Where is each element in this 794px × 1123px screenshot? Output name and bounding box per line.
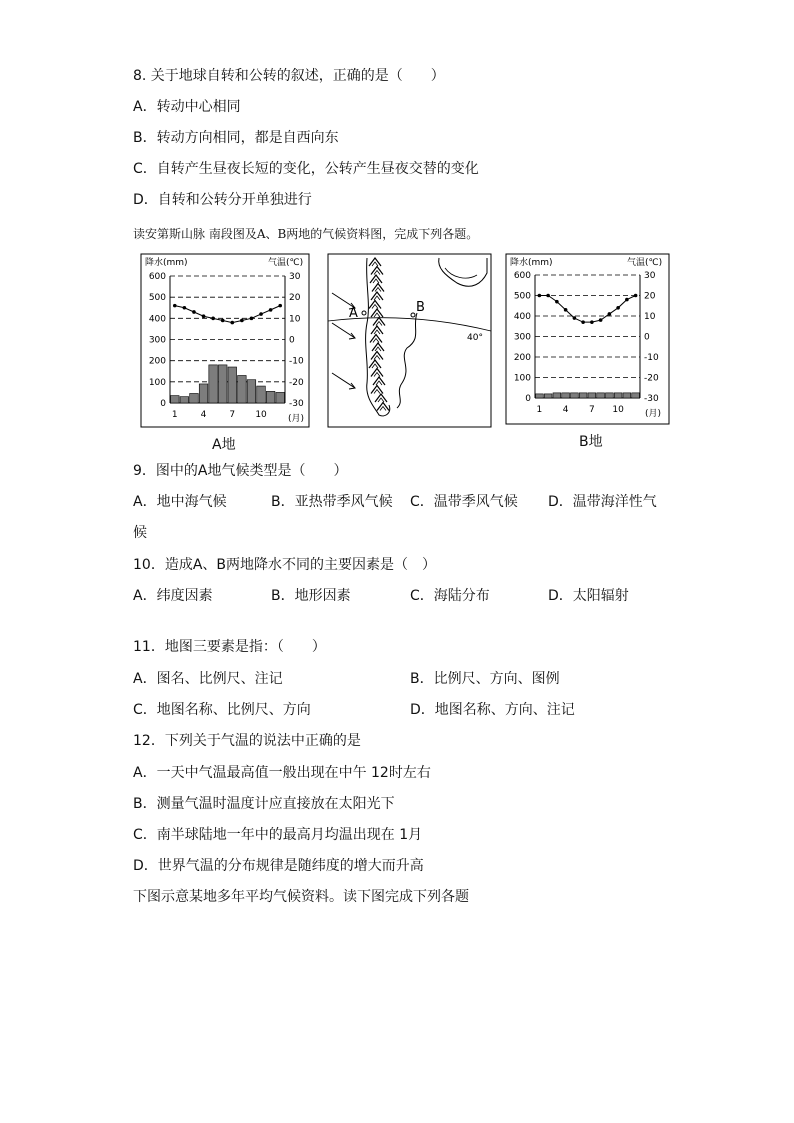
y-left-tick-label: 200 <box>148 356 166 367</box>
temp-point <box>173 304 177 308</box>
map-label-b: B <box>416 300 425 315</box>
precip-bar <box>257 386 266 403</box>
x-tick-label: 4 <box>200 410 207 420</box>
q9-option-d-wrap: 候 <box>133 525 147 541</box>
precip-bar <box>199 384 208 403</box>
y-right-tick-label: -10 <box>289 356 304 367</box>
q9-option-a: A．地中海气候 <box>133 494 227 510</box>
temp-point <box>625 298 629 302</box>
x-tick-label: 4 <box>562 405 569 415</box>
y-left-tick-label: 500 <box>148 293 166 304</box>
precip-bar <box>247 380 256 403</box>
x-tick-label: 7 <box>229 410 236 420</box>
temp-point <box>202 314 206 318</box>
y-right-tick-label: -30 <box>289 399 304 409</box>
q11-option-a: A．图名、比例尺、注记 <box>133 671 283 687</box>
precip-bar <box>614 393 622 398</box>
y-left-tick-label: 100 <box>148 377 166 388</box>
precip-bar <box>571 393 579 398</box>
q10-option-a: A．纬度因素 <box>133 588 213 604</box>
lat-label: 40° <box>467 333 483 343</box>
precip-bar <box>606 393 614 398</box>
precip-bar <box>579 393 587 398</box>
temp-point <box>538 294 542 298</box>
q11-option-b: B．比例尺、方向、图例 <box>410 671 560 687</box>
q8-option-d: D．自转和公转分开单独进行 <box>133 192 312 208</box>
y-left-tick-label: 100 <box>513 373 531 384</box>
x-tick-label: 1 <box>171 410 178 420</box>
precip-bar <box>276 392 285 403</box>
q12-option-b: B．测量气温时温度计应直接放在太阳光下 <box>133 796 395 812</box>
chart-a-ylabel-right: 气温(℃) <box>268 258 304 268</box>
precip-bar <box>190 393 199 403</box>
y-left-tick-label: 0 <box>525 394 531 404</box>
precip-bar <box>553 393 561 398</box>
precip-bar <box>171 396 180 403</box>
chart-a-caption: A地 <box>212 437 236 453</box>
andes-map <box>327 253 492 428</box>
chart-b-ylabel-right: 气温(℃) <box>627 258 663 268</box>
y-right-tick-label: 30 <box>289 272 301 282</box>
temp-point <box>269 308 273 312</box>
x-tick-label: 7 <box>589 405 595 415</box>
x-tick-label: 10 <box>612 405 624 415</box>
y-right-tick-label: 20 <box>289 293 301 304</box>
y-left-tick-label: 500 <box>513 291 531 302</box>
temp-point <box>616 306 620 310</box>
chart-a <box>140 253 310 428</box>
x-tick-label: 10 <box>255 410 267 420</box>
temp-point <box>240 319 244 323</box>
q9-option-c: C．温带季风气候 <box>410 494 518 510</box>
temp-point <box>608 312 612 316</box>
y-right-tick-label: -10 <box>644 353 659 363</box>
precip-bar <box>588 393 596 398</box>
precip-bar <box>544 394 552 398</box>
temp-point <box>564 308 568 312</box>
q10-option-c: C．海陆分布 <box>410 588 490 604</box>
q8-option-c: C．自转产生昼夜长短的变化，公转产生昼夜交替的变化 <box>133 161 479 177</box>
intro-andes: 读安第斯山脉 南段图及A、B两地的气候资料图，完成下列各题。 <box>133 227 479 241</box>
q10-option-d: D．太阳辐射 <box>548 588 629 604</box>
temp-point <box>573 316 577 320</box>
y-left-tick-label: 400 <box>513 312 531 322</box>
q10-stem: 10．造成A、B两地降水不同的主要因素是（ ） <box>133 557 436 573</box>
y-right-tick-label: -30 <box>644 394 659 404</box>
y-right-tick-label: 0 <box>289 335 295 346</box>
temp-point <box>555 300 559 304</box>
y-left-tick-label: 600 <box>513 271 531 281</box>
chart-a-ylabel-left: 降水(mm) <box>145 258 188 268</box>
temp-point <box>250 317 254 321</box>
y-right-tick-label: -20 <box>644 373 659 384</box>
precip-bar <box>218 365 227 403</box>
map-label-a: A <box>349 306 358 321</box>
temp-point <box>259 312 263 316</box>
q9-option-b: B．亚热带季风气候 <box>271 494 393 510</box>
temp-point <box>590 320 594 324</box>
q12-option-d: D．世界气温的分布规律是随纬度的增大而升高 <box>133 858 424 874</box>
temp-point <box>192 310 196 314</box>
precip-bar <box>228 367 237 403</box>
chart-b <box>505 253 670 425</box>
precip-bar <box>180 397 189 403</box>
q8-stem: 8. 关于地球自转和公转的叙述，正确的是（ ） <box>133 68 445 84</box>
q11-stem: 11．地图三要素是指：（ ） <box>133 639 326 655</box>
chart-b-ylabel-left: 降水(mm) <box>510 258 553 268</box>
temp-point <box>230 321 234 325</box>
chart-a-xlabel: (月) <box>288 414 305 424</box>
y-left-tick-label: 200 <box>513 353 531 363</box>
y-right-tick-label: 10 <box>289 314 301 325</box>
q9-option-d: D．温带海洋性气 <box>548 494 657 510</box>
q12-option-a: A．一天中气温最高值一般出现在中午 12时左右 <box>133 765 431 781</box>
precip-bar <box>623 393 631 398</box>
precip-bar <box>536 394 544 398</box>
q10-option-b: B．地形因素 <box>271 588 351 604</box>
temp-point <box>546 294 550 298</box>
y-right-tick-label: -20 <box>289 377 304 388</box>
y-right-tick-label: 30 <box>644 271 656 281</box>
y-right-tick-label: 0 <box>644 332 650 343</box>
temp-point <box>221 319 225 323</box>
q11-option-d: D．地图名称、方向、注记 <box>410 702 575 718</box>
y-left-tick-label: 300 <box>513 332 531 343</box>
precip-bar <box>632 393 640 398</box>
q11-option-c: C．地图名称、比例尺、方向 <box>133 702 311 718</box>
chart-b-xlabel: (月) <box>645 409 662 419</box>
y-left-tick-label: 300 <box>148 335 166 346</box>
x-tick-label: 1 <box>536 405 543 415</box>
y-right-tick-label: 20 <box>644 291 656 302</box>
intro-climate: 下图示意某地多年平均气候资料。读下图完成下列各题 <box>133 889 469 905</box>
y-right-tick-label: 10 <box>644 312 656 322</box>
temp-point <box>278 304 282 308</box>
y-left-tick-label: 600 <box>148 272 166 282</box>
q9-stem: 9．图中的A地气候类型是（ ） <box>133 463 348 479</box>
precip-bar <box>562 393 570 398</box>
q12-option-c: C．南半球陆地一年中的最高月均温出现在 1月 <box>133 827 423 843</box>
temp-point <box>599 318 603 322</box>
temp-point <box>581 320 585 324</box>
precip-bar <box>238 375 247 403</box>
temp-point <box>634 294 638 298</box>
q12-stem: 12．下列关于气温的说法中正确的是 <box>133 733 361 749</box>
temp-point <box>211 317 215 321</box>
q8-option-b: B．转动方向相同，都是自西向东 <box>133 130 339 146</box>
precip-bar <box>209 365 218 403</box>
temp-point <box>183 306 187 310</box>
q8-option-a: A．转动中心相同 <box>133 99 241 115</box>
y-left-tick-label: 0 <box>160 399 166 409</box>
chart-b-caption: B地 <box>579 434 603 450</box>
y-left-tick-label: 400 <box>148 314 166 325</box>
precip-bar <box>597 393 605 398</box>
precip-bar <box>266 391 275 403</box>
